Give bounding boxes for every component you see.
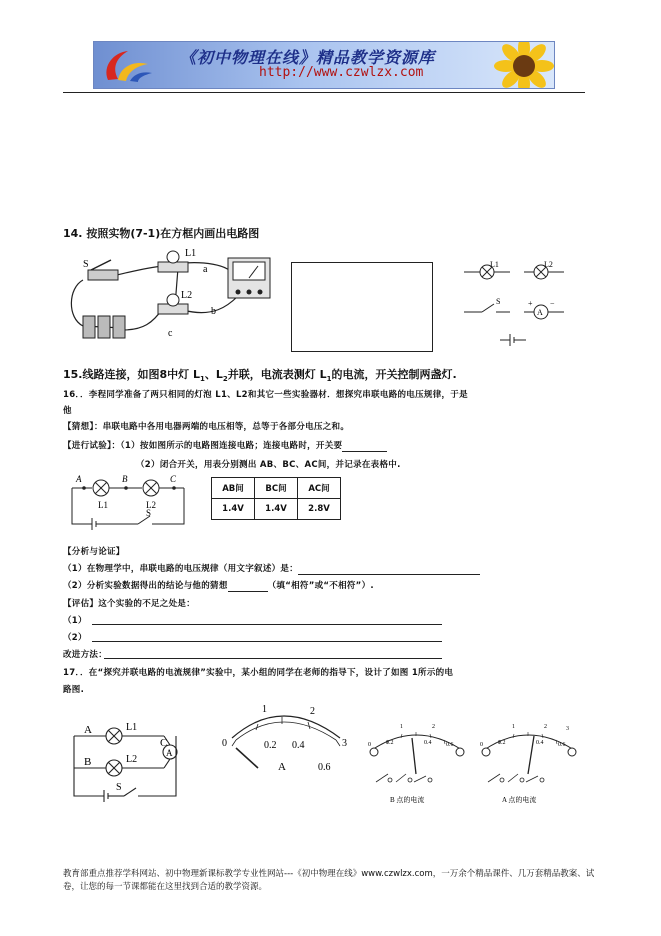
table-cell-bc: 1.4V <box>255 499 298 520</box>
q17-lamp-l2: L2 <box>126 754 138 765</box>
dial-bottom-02: 0.2 <box>264 740 277 751</box>
q16-lamp-l1: L1 <box>98 500 108 510</box>
q16-eval2-label: （2） <box>63 633 87 643</box>
gauge-a-tick-3: 3 <box>566 726 569 732</box>
gauge-b-tick-02: 0.2 <box>386 740 394 746</box>
gauge-b-caption: B 点的电流 <box>390 796 425 804</box>
q16-evaluation-title: 【评估】这个实验的不足之处是： <box>63 599 196 609</box>
site-logo-icon <box>100 46 156 84</box>
gauge-a-tick-04: 0.4 <box>536 740 544 746</box>
table-row <box>212 478 341 499</box>
q16-improve-line[interactable] <box>104 658 442 659</box>
q16-line2: 他 <box>63 406 72 416</box>
q16-node-c: C <box>170 474 177 484</box>
gauge-b-tick-2: 2 <box>432 724 435 730</box>
table-header-bc: BC间 <box>255 478 298 499</box>
q14-label-b: b <box>211 306 216 317</box>
q17-lamp-l1: L1 <box>126 722 138 733</box>
q16-series-circuit-diagram <box>66 470 196 534</box>
gauge-b-tick-0: 0 <box>368 742 371 748</box>
legend-plus-label: + <box>528 299 533 308</box>
q15-prompt: 15.线路连接，如图8中灯 $L_1$、$L_2$并联，电流表测灯 $L_1$的电流，开关控制两盏灯. <box>63 368 457 384</box>
legend-ammeter-label: A <box>537 308 543 317</box>
q17-parallel-circuit-diagram <box>64 716 186 804</box>
battery-pack-icon <box>83 316 125 338</box>
q17-gauge-b-photo <box>366 716 466 810</box>
gauge-a-tick-02: 0.2 <box>498 740 506 746</box>
q17-line1: 17．．在“探究并联电路的电流规律”实验中，某小组的同学在老师的指导下，设计了如图 1所示的电 <box>63 668 454 678</box>
q16-node-a: A <box>76 474 82 484</box>
dial-end-0: 0 <box>222 738 227 749</box>
q16-improve-label: 改进方法： <box>63 650 108 660</box>
q17-ammeter-symbol: A <box>166 748 173 758</box>
banner-title: 《初中物理在线》精品教学资源库 <box>180 48 436 67</box>
gauge-b-tick-04: 0.4 <box>424 740 432 746</box>
q17-node-c: C <box>160 737 168 749</box>
gauge-a-tick-06: 0.6 <box>558 742 566 748</box>
q14-label-a: a <box>203 264 208 275</box>
gauge-a-caption: A 点的电流 <box>502 796 537 804</box>
dial-bottom-04: 0.4 <box>292 740 305 751</box>
legend-minus-label: − <box>550 299 555 308</box>
dial-needle <box>236 748 258 768</box>
page-footer: 教育部重点推荐学科网站、初中物理新课标教学专业性网站---《初中物理在线》www.czwlzx.com，一万余个精品课件、几万套精品教案、试卷，让您的每一节课都能在这里找到合适的教学资源。 <box>63 869 595 892</box>
q16-blank-switch[interactable] <box>342 441 387 452</box>
switch-s-icon <box>88 260 118 280</box>
q17-ammeter-dial <box>218 700 348 780</box>
header-divider <box>63 92 585 93</box>
legend-lamp1-label: L1 <box>490 260 499 269</box>
q16-hypothesis: 【猜想】：串联电路中各用电器两端的电压相等，总等于各部分电压之和。 <box>63 422 350 432</box>
dial-end-06: 0.6 <box>318 762 331 773</box>
header-banner <box>93 41 555 89</box>
banner-url[interactable]: http://www.czwlzx.com <box>259 65 424 80</box>
lamp-l1-icon <box>158 251 188 272</box>
dial-top-1: 1 <box>262 704 267 715</box>
q16-analysis2: （2）分析实验数据得出的结论与他的猜想 （填“相符”或“不相符”）. <box>63 581 374 591</box>
q16-analysis1: （1）在物理学中，串联电路的电压规律（用文字叙述）是： <box>63 563 480 575</box>
q16-experiment2: （2）闭合开关，用表分别测出 AB、BC、AC间，并记录在表格中. <box>136 460 401 470</box>
q17-line2: 路图. <box>63 685 85 695</box>
q16-voltage-table <box>211 477 341 520</box>
table-cell-ab: 1.4V <box>212 499 255 520</box>
q16-node-b: B <box>122 474 128 484</box>
q14-prompt: 14. 按照实物(7-1)在方框内画出电路图 <box>63 227 260 240</box>
q17-node-b: B <box>84 756 92 768</box>
q16-blank-law[interactable] <box>298 564 480 575</box>
q14-label-l1: L1 <box>185 248 197 259</box>
gauge-a-tick-2: 2 <box>544 724 547 730</box>
table-cell-ac: 2.8V <box>298 499 341 520</box>
q16-switch-s: S <box>146 508 152 518</box>
q17-gauge-a-photo <box>478 716 578 810</box>
q14-label-l2: L2 <box>181 290 193 301</box>
q16-eval2-line[interactable] <box>92 641 442 642</box>
sunflower-icon <box>486 41 555 89</box>
gauge-a-tick-0: 0 <box>480 742 483 748</box>
dial-top-2: 2 <box>310 706 315 717</box>
dial-end-3: 3 <box>342 738 347 749</box>
q17-switch-s: S <box>116 782 122 793</box>
q17-node-a: A <box>84 724 92 736</box>
dial-unit: A <box>278 761 286 773</box>
q16-lamp-l2: L2 <box>146 500 156 510</box>
q16-eval1-line[interactable] <box>92 624 442 625</box>
table-header-ab: AB间 <box>212 478 255 499</box>
q16-line1: 16．．李程同学准备了两只相同的灯泡 L1、L2和其它一些实验器材．想探究串联电路的电压规律，于是 <box>63 390 468 400</box>
table-header-ac: AC间 <box>298 478 341 499</box>
q16-blank-match[interactable] <box>228 581 268 592</box>
q14-drawing-box[interactable] <box>291 262 433 352</box>
gauge-b-tick-06: 0.6 <box>446 742 454 748</box>
legend-switch-label: S <box>496 297 501 306</box>
q16-experiment1: 【进行试验】：（1）按如图所示的电路图连接电路；连接电路时，开关要 <box>63 440 387 452</box>
q16-analysis-title: 【分析与论证】 <box>63 547 125 557</box>
q16-eval1-label: （1） <box>63 616 87 626</box>
q14-label-c: c <box>168 328 173 339</box>
q14-physical-circuit-figure <box>63 248 283 343</box>
legend-lamp2-label: L2 <box>544 260 553 269</box>
ammeter-icon <box>228 258 270 298</box>
gauge-b-tick-1: 1 <box>400 724 403 730</box>
q14-symbol-legend <box>460 258 580 350</box>
q14-label-s: S <box>83 259 89 270</box>
gauge-a-tick-1: 1 <box>512 724 515 730</box>
table-row <box>212 499 341 520</box>
